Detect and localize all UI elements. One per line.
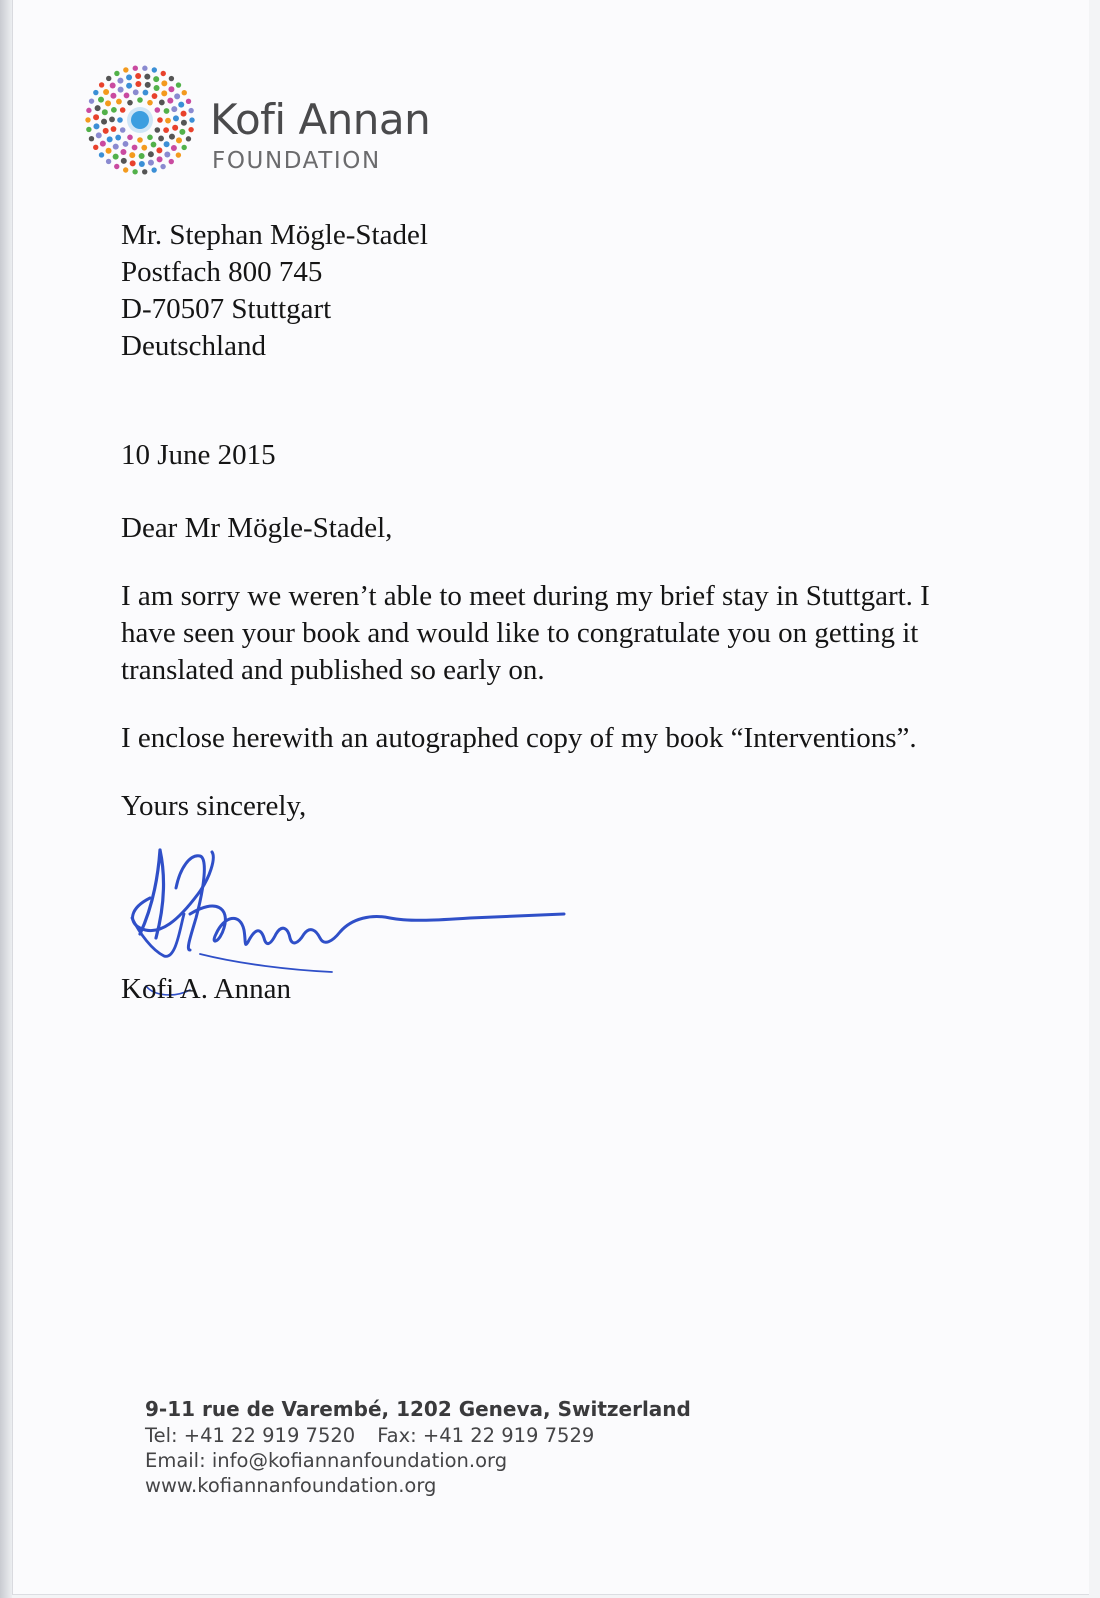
- logo-dot: [161, 80, 167, 86]
- logo-dot: [181, 111, 187, 117]
- logo-dot: [126, 74, 132, 80]
- logo-dot: [159, 100, 165, 106]
- logo-dot: [142, 169, 147, 174]
- logo-center-dot: [131, 111, 149, 129]
- footer-website: www.kofiannanfoundation.org: [145, 1474, 437, 1497]
- logo-dot: [99, 152, 104, 157]
- logo-dot: [103, 128, 109, 134]
- body-paragraph-1: [121, 578, 1051, 689]
- logo-dot: [147, 100, 153, 106]
- logo-dot: [178, 102, 184, 108]
- logo-dot: [89, 98, 94, 103]
- logo-dot: [116, 99, 122, 105]
- logo-dot: [133, 66, 138, 71]
- body-line: I am sorry we weren’t able to meet during my brief stay in Stuttgart. I: [121, 580, 930, 612]
- logo-dot: [176, 82, 181, 87]
- logo-dot: [114, 71, 119, 76]
- logo-dot: [137, 97, 143, 103]
- foundation-logo-icon: [84, 64, 196, 176]
- logo-dot: [110, 83, 116, 89]
- logo-dot: [118, 87, 124, 93]
- logo-dot: [129, 152, 135, 158]
- logo-dot: [182, 90, 187, 95]
- logo-dot: [157, 156, 163, 162]
- logo-dot: [93, 123, 99, 129]
- recipient-line-2: Postfach 800 745: [121, 256, 323, 288]
- logo-dot: [107, 136, 113, 142]
- logo-dot: [145, 82, 151, 88]
- logo-dot: [115, 135, 121, 141]
- logo-dot: [111, 107, 117, 113]
- logo-dot: [168, 86, 174, 92]
- logo-dot: [99, 82, 104, 87]
- logo-dot: [165, 118, 171, 124]
- logo-dot: [153, 76, 159, 82]
- logo-dot: [173, 115, 179, 121]
- logo-dot: [188, 108, 193, 113]
- letter-date: 10 June 2015: [121, 439, 276, 471]
- logo-dot: [189, 117, 194, 122]
- logo-dot: [100, 141, 106, 147]
- logo-dot: [186, 136, 191, 141]
- logo-dot: [141, 145, 147, 151]
- logo-dot: [176, 152, 181, 157]
- logo-dot: [164, 151, 170, 157]
- logo-dot: [89, 136, 94, 141]
- logo-dot: [164, 108, 170, 114]
- letterhead-footer: [145, 1396, 691, 1498]
- logo-dot: [106, 148, 112, 154]
- logo-dot: [106, 159, 111, 164]
- logo-dot: [135, 73, 141, 79]
- logo-dot: [117, 78, 123, 84]
- logo-dot: [120, 149, 126, 155]
- logo-dot: [105, 100, 111, 106]
- closing: Yours sincerely,: [121, 790, 307, 822]
- letterhead-org-name: Kofi Annan: [210, 95, 431, 144]
- logo-dot: [172, 125, 178, 131]
- logo-dot: [158, 136, 164, 142]
- logo-dot: [144, 74, 150, 80]
- logo-dot: [152, 93, 158, 99]
- logo-dot: [171, 106, 177, 112]
- recipient-name: Mr. Stephan Mögle-Stadel: [121, 219, 428, 251]
- logo-dot: [157, 117, 163, 123]
- logo-dot: [123, 167, 128, 172]
- logo-dot: [169, 159, 174, 164]
- logo-dot: [186, 99, 191, 104]
- body-paragraph-2: I enclose herewith an autographed copy of my book “Interventions”.: [121, 722, 917, 754]
- logo-dot: [135, 81, 141, 87]
- logo-dot: [155, 127, 161, 133]
- logo-dot: [163, 127, 169, 133]
- logo-dot: [151, 142, 157, 148]
- logo-dot: [137, 137, 143, 143]
- logo-dot: [127, 100, 133, 106]
- logo-dot: [179, 129, 185, 135]
- logo-dot: [154, 85, 160, 91]
- logo-dot: [93, 90, 98, 95]
- logo-dot: [114, 164, 119, 169]
- logo-dot: [102, 109, 108, 115]
- recipient-address: [121, 217, 428, 365]
- logo-dot: [123, 141, 129, 147]
- logo-dot: [93, 114, 99, 120]
- logo-dot: [106, 76, 111, 81]
- logo-dot: [152, 67, 157, 72]
- logo-dot: [161, 71, 166, 76]
- logo-dot: [132, 145, 138, 151]
- logo-dot: [120, 127, 126, 133]
- scan-edge-shadow: [0, 0, 12, 1598]
- logo-dot: [174, 93, 180, 99]
- logo-dot: [130, 160, 136, 166]
- logo-dot: [143, 90, 149, 96]
- logo-dot: [171, 145, 177, 151]
- letterhead-org-sub: FOUNDATION: [212, 148, 381, 174]
- footer-email: Email: info@kofiannanfoundation.org: [145, 1449, 508, 1472]
- logo-dot: [181, 145, 186, 150]
- logo-dot: [139, 153, 145, 159]
- logo-dot: [181, 120, 187, 126]
- logo-dot: [139, 161, 145, 167]
- logo-dot: [126, 83, 132, 89]
- logo-dot: [148, 160, 154, 166]
- logo-dot: [120, 107, 126, 113]
- logo-dot: [123, 67, 128, 72]
- logo-dot: [188, 127, 193, 132]
- body-line: have seen your book and would like to congratulate you on getting it: [121, 617, 919, 649]
- logo-dot: [142, 66, 147, 71]
- logo-dot: [113, 144, 119, 150]
- logo-dot: [155, 107, 161, 113]
- logo-dot: [109, 117, 115, 123]
- logo-dot: [111, 126, 117, 132]
- body-line: translated and published so early on.: [121, 654, 545, 686]
- recipient-line-3: D-70507 Stuttgart: [121, 293, 332, 325]
- logo-dot: [133, 89, 139, 95]
- recipient-line-4: Deutschland: [121, 330, 266, 362]
- logo-dot: [95, 105, 101, 111]
- logo-dot: [113, 154, 119, 160]
- logo-dot: [85, 117, 90, 122]
- footer-phone-row: [145, 1423, 691, 1448]
- logo-dot: [169, 134, 175, 140]
- logo-dot: [127, 135, 133, 141]
- footer-address: 9-11 rue de Varembé, 1202 Geneva, Switzerland: [145, 1397, 691, 1421]
- logo-dot: [167, 98, 173, 104]
- logo-dot: [161, 90, 167, 96]
- logo-dot: [86, 108, 91, 113]
- footer-fax: Fax: +41 22 919 7529: [377, 1424, 595, 1447]
- logo-dot: [132, 169, 137, 174]
- logo-dot: [117, 117, 123, 123]
- logo-dot: [98, 97, 104, 103]
- logo-dot: [148, 151, 154, 157]
- logo-dot: [176, 137, 182, 143]
- logo-dot: [169, 76, 174, 81]
- signer-name: Kofi A. Annan: [121, 973, 291, 1005]
- logo-dot: [96, 132, 102, 138]
- logo-dot: [93, 145, 98, 150]
- logo-dot: [121, 158, 127, 164]
- logo-dot: [103, 89, 109, 95]
- logo-dot: [156, 147, 162, 153]
- logo-dot: [110, 93, 116, 99]
- logo-dot: [86, 127, 91, 132]
- logo-dot: [124, 93, 130, 99]
- salutation: Dear Mr Mögle-Stadel,: [121, 512, 393, 544]
- logo-dot: [151, 167, 156, 172]
- logo-dot: [160, 164, 165, 169]
- logo-dot: [164, 141, 170, 147]
- footer-tel: Tel: +41 22 919 7520: [145, 1424, 356, 1447]
- logo-dot: [101, 119, 107, 125]
- logo-dot: [147, 135, 153, 141]
